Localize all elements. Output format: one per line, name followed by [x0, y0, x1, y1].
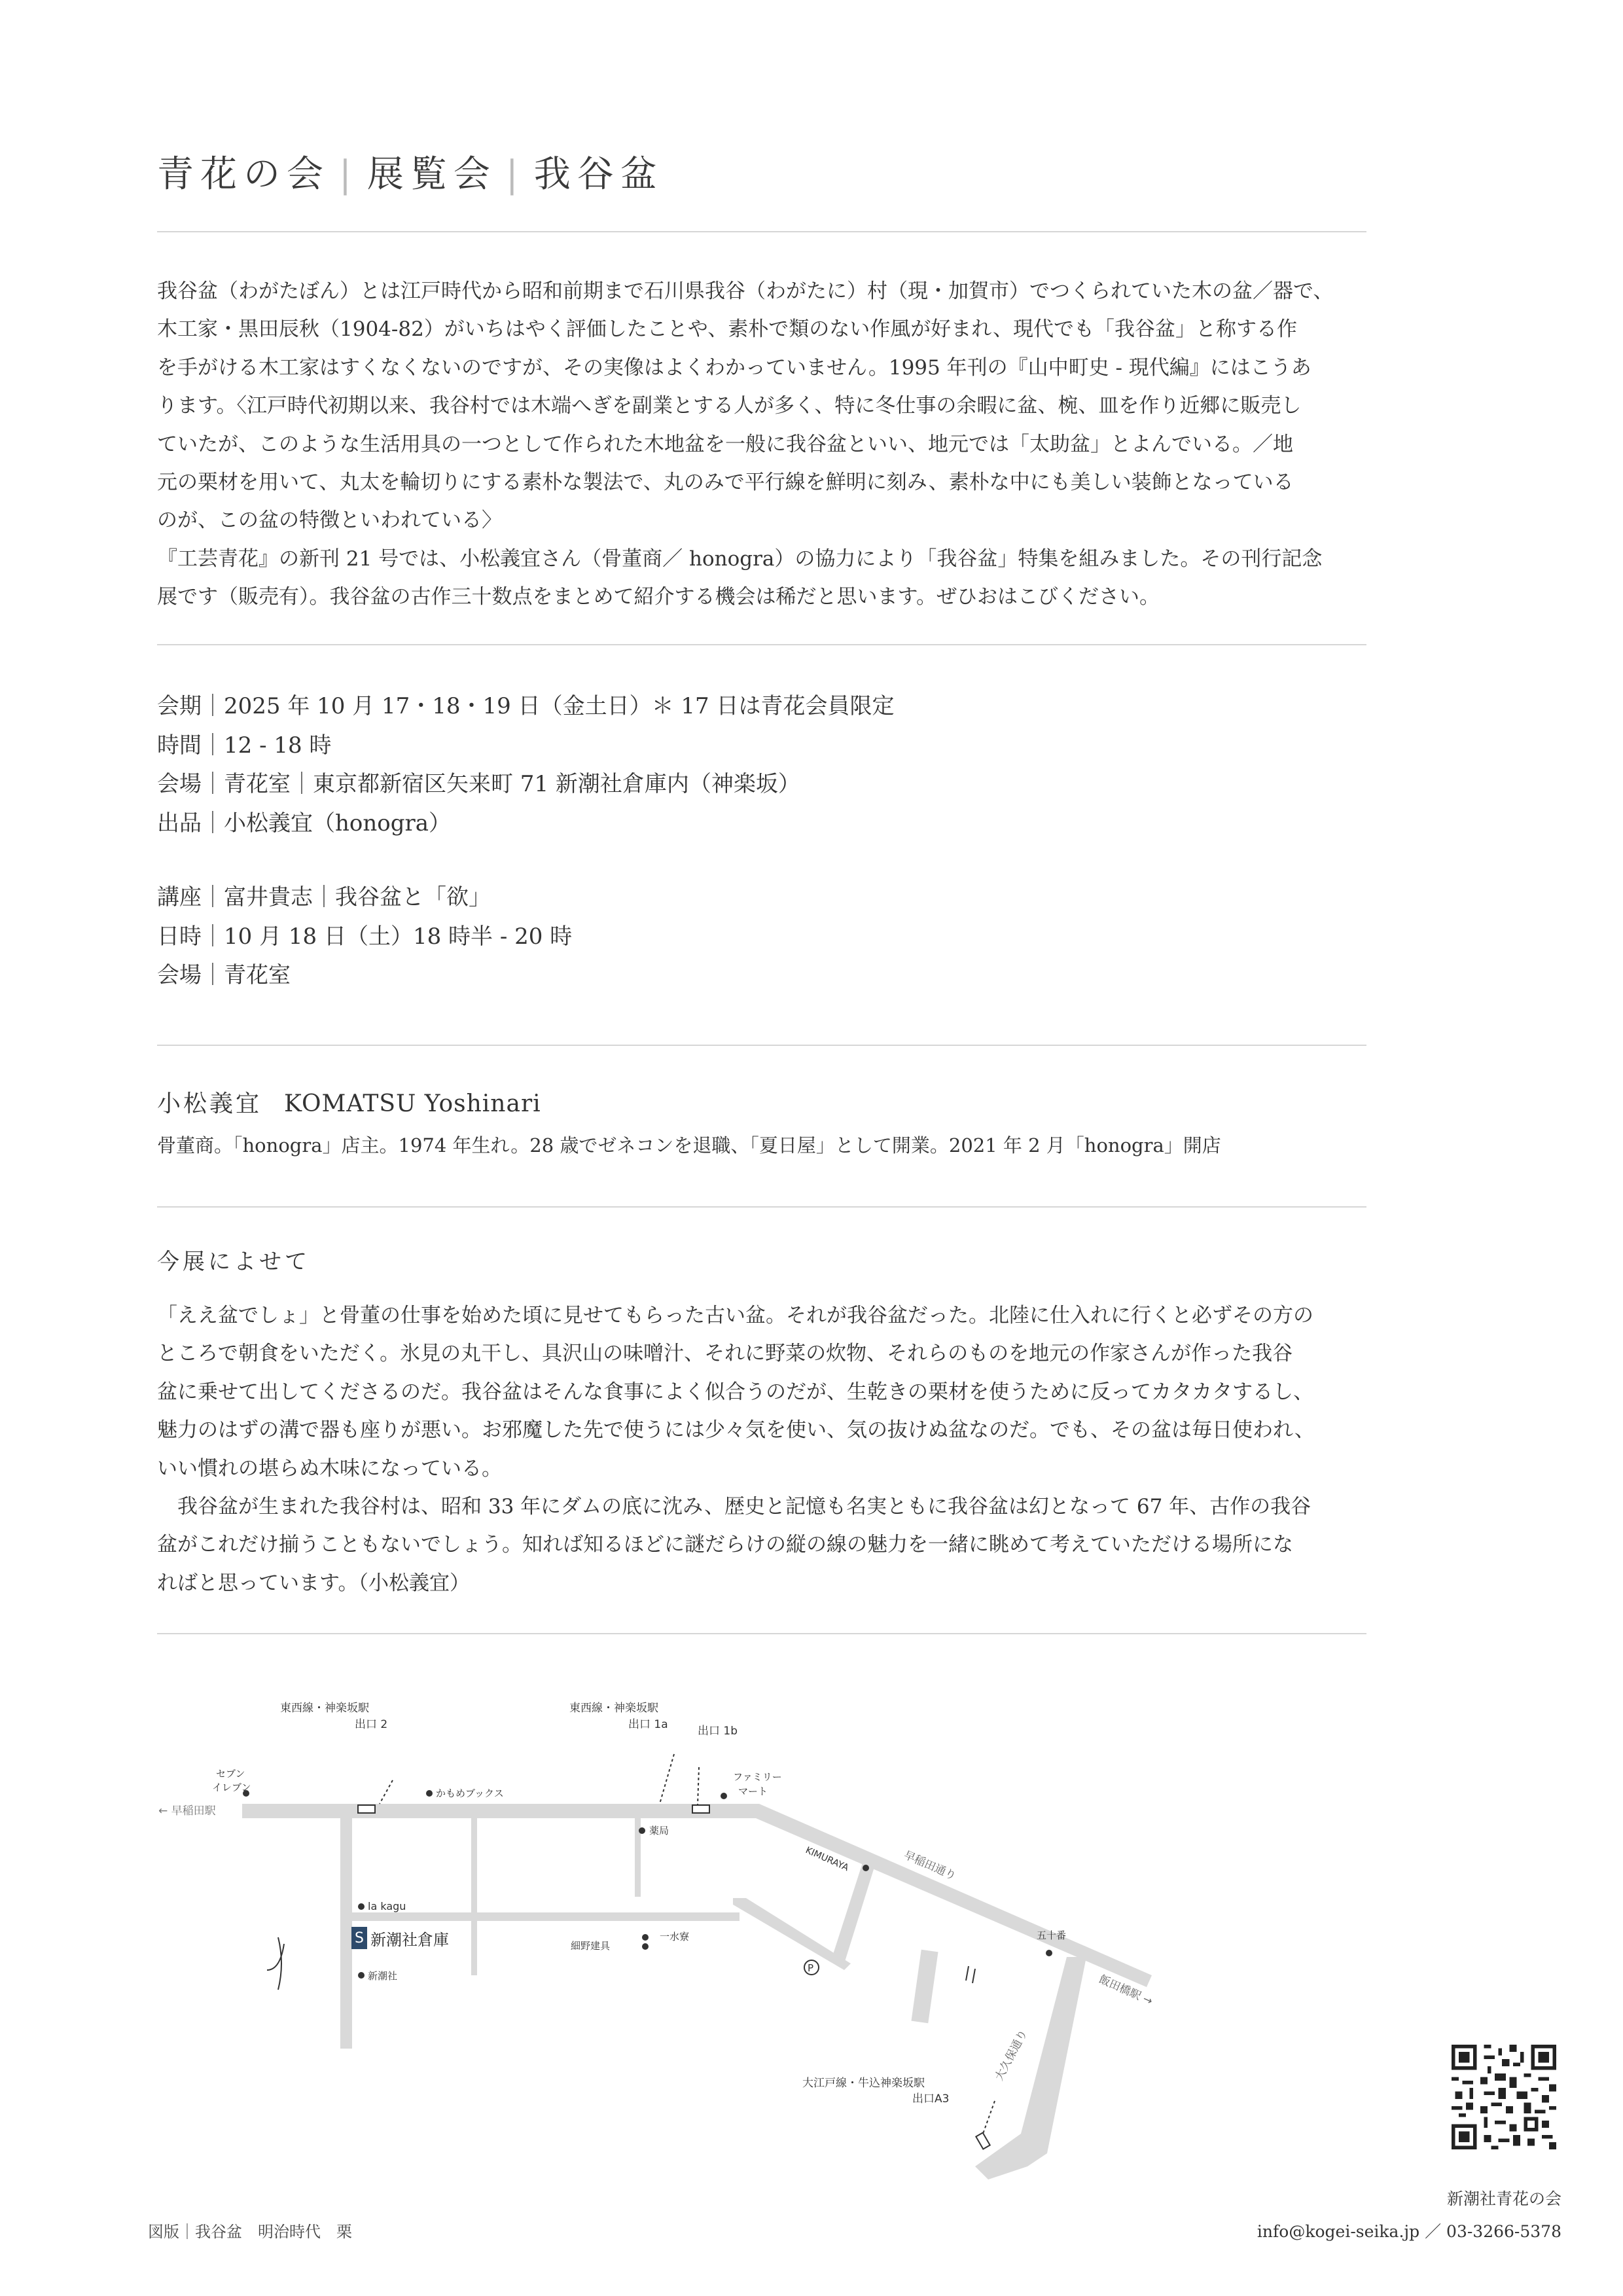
intro-line: 『工芸青花』の新刊 21 号では、小松義宜さん（骨董商／ honogra）の協力により「我谷盆」特集を組みました。その刊行記念 — [157, 547, 1323, 571]
essay-heading: 今展によせて — [157, 1249, 310, 1275]
essay-line: 「ええ盆でしょ」と骨董の仕事を始めた頃に見せてもらった古い盆。それが我谷盆だった。北陸に仕入れに行くと必ずその方の — [157, 1304, 1313, 1327]
map-label-mart: マート — [738, 1785, 768, 1797]
exhibition-venue: 会場｜青花室｜東京都新宿区矢来町 71 新潮社倉庫内（神楽坂） — [157, 771, 800, 797]
map-label-exit2: 出口 2 — [355, 1718, 388, 1731]
intro-line: 元の栗材を用いて、丸太を輪切りにする素朴な製法で、丸のみで平行線を鮮明に刻み、素朴な中にも美しい装飾となっている — [157, 471, 1294, 495]
map-label-kamome-books: かもめブックス — [436, 1787, 504, 1799]
title-separator: | — [339, 153, 358, 196]
shinchosha-logo: S — [355, 1930, 364, 1946]
map-label-oedo: 大江戸線・牛込神楽坂駅 — [802, 2077, 925, 2090]
qr-code — [1452, 2045, 1556, 2149]
map-label-shinchosha: 新潮社 — [368, 1970, 398, 1982]
intro-line: のが、この盆の特徴といわれている〉 — [157, 509, 502, 533]
artist-name — [157, 1085, 541, 1119]
divider — [157, 1045, 1366, 1046]
exhibition-exhibitor: 出品｜小松義宜（honogra） — [157, 810, 452, 836]
title-part-1: 青花の会 — [157, 153, 330, 196]
map-label-kimuraya: KIMURAYA — [804, 1845, 851, 1874]
map-label-waseda-dori: 早稲田通り — [901, 1848, 958, 1884]
map-label-parking: P — [808, 1962, 814, 1974]
map-label-seven: セブン — [216, 1768, 245, 1780]
access-map — [131, 1682, 1178, 2179]
essay-line: ればと思っています。（小松義宜） — [157, 1571, 471, 1595]
map-roads — [242, 1804, 1155, 2179]
intro-line: 展です（販売有）。我谷盆の古作三十数点をまとめて紹介する機会は稀だと思います。ぜひおはこびください。 — [157, 585, 1160, 609]
essay-line: 盆に乗せて出してくださるのだ。我谷盆はそんな食事によく似合うのだが、生乾きの栗材を使うために反ってカタカタするし、 — [157, 1380, 1313, 1404]
intro-line: 我谷盆（わがたぼん）とは江戸時代から昭和前期まで石川県我谷（わがたに）村（現・加賀市）でつくられていた木の盆／器で、 — [157, 279, 1334, 303]
essay-line: いい慣れの堪らぬ木味になっている。 — [157, 1456, 502, 1480]
map-label-tozai-exit2: 東西線・神楽坂駅 — [280, 1702, 369, 1715]
lecture-title: 講座｜富井貴志｜我谷盆と「欲」 — [157, 884, 491, 910]
map-label-family: ファミリー — [733, 1771, 782, 1783]
divider — [157, 1206, 1366, 1208]
map-label-lakagu: la kagu — [368, 1900, 406, 1912]
image-caption: 図版｜我谷盆 明治時代 栗 — [148, 2223, 352, 2241]
exhibition-time: 時間｜12 - 18 時 — [157, 732, 332, 759]
map-label-waseda-station: ← 早稲田駅 — [158, 1804, 216, 1818]
exhibition-info — [157, 687, 895, 843]
essay-line: 我谷盆が生まれた我谷村は、昭和 33 年にダムの底に沈み、歴史と記憶も名実ともに我谷盆は幻となって 67 年、古作の我谷 — [157, 1495, 1311, 1519]
map-label-exit1b: 出口 1b — [698, 1725, 738, 1738]
title-part-2: 展覧会 — [366, 153, 497, 196]
intro-line: ります。〈江戸時代初期以来、我谷村では木端へぎを副業とする人が多く、特に冬仕事の余暇に盆、椀、皿を作り近郷に販売し — [157, 394, 1302, 418]
map-label-pharmacy: 薬局 — [649, 1825, 669, 1837]
title-part-3: 我谷盆 — [533, 153, 664, 196]
title-separator: | — [505, 153, 525, 196]
artist-name-en: KOMATSU Yoshinari — [284, 1090, 541, 1117]
divider — [157, 644, 1366, 645]
divider — [157, 231, 1366, 232]
essay-paragraph — [157, 1297, 1374, 1602]
essay-line: 魅力のはずの溝で器も座りが悪い。お邪魔した先で使うには少々気を使い、気の抜けぬ盆なのだ。でも、その盆は毎日使われ、 — [157, 1418, 1315, 1443]
divider — [157, 1633, 1366, 1634]
map-label-okubo-dori: 大久保通り — [992, 2027, 1031, 2083]
publisher-name: 新潮社青花の会 — [1446, 2189, 1561, 2208]
intro-line: を手がける木工家はすくなくないのですが、その実像はよくわかっていません。1995 年刊の『山中町史 - 現代編』にはこうあ — [157, 355, 1311, 380]
map-label-gojuban: 五十番 — [1037, 1929, 1067, 1941]
contact-info: info@kogei-seika.jp ／ 03-3266-5378 — [1257, 2222, 1561, 2241]
map-label-shinchosha-soko: 新潮社倉庫 — [370, 1931, 449, 1949]
map-label-eleven: イレブン — [212, 1782, 251, 1793]
artist-bio: 骨董商。「honogra」店主。1974 年生れ。28 歳でゼネコンを退職、「夏日屋」として開業。2021 年 2 月「honogra」開店 — [157, 1134, 1221, 1157]
intro-paragraph — [157, 272, 1374, 617]
intro-line: ていたが、このような生活用具の一つとして作られた木地盆を一般に我谷盆といい、地元では「太助盆」とよんでいる。／地 — [157, 432, 1293, 456]
map-label-iidabashi: 飯田橋駅 → — [1096, 1973, 1155, 2009]
map-label-tozai-exit1a: 東西線・神楽坂駅 — [569, 1702, 658, 1715]
map-label-hosono: 細野建具 — [571, 1940, 611, 1952]
lecture-info — [157, 878, 572, 996]
intro-line: 木工家・黒田辰秋（1904-82）がいちはやく評価したことや、素朴で類のない作風が好まれ、現代でも「我谷盆」と称する作 — [157, 317, 1298, 342]
essay-line: ところで朝食をいただく。氷見の丸干し、具沢山の味噌汁、それに野菜の炊物、それらのものを地元の作家さんが作った我谷 — [157, 1342, 1293, 1366]
essay-line: 盆がこれだけ揃うこともないでしょう。知れば知るほどに謎だらけの縦の線の魅力を一緒に眺めて考えていただける場所にな — [157, 1533, 1293, 1557]
map-label-oedo-exit: 出口A3 — [912, 2092, 950, 2106]
page-title — [157, 145, 664, 198]
exhibition-period: 会期｜2025 年 10 月 17・18・19 日（金土日）＊ 17 日は青花会員限定 — [157, 693, 895, 719]
lecture-datetime: 日時｜10 月 18 日（土）18 時半 - 20 時 — [157, 923, 573, 950]
map-label-exit1a: 出口 1a — [628, 1718, 668, 1731]
lecture-venue: 会場｜青花室 — [157, 962, 291, 988]
artist-name-ja: 小松義宜 — [157, 1090, 262, 1117]
map-label-issuiryo: 一水寮 — [660, 1931, 690, 1943]
